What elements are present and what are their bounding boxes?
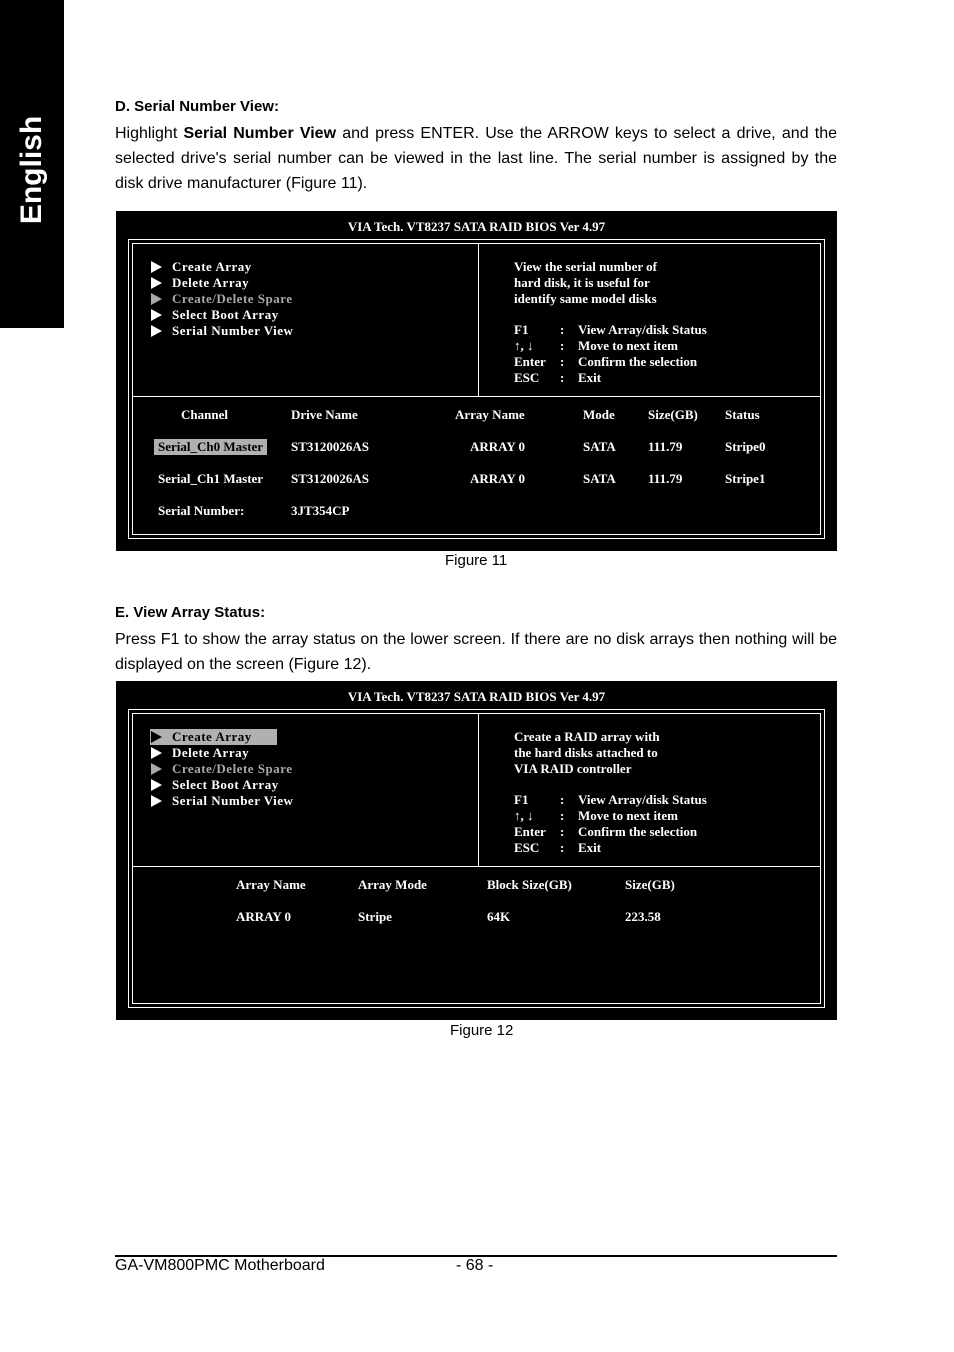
key-sep: :	[560, 840, 565, 855]
section-e-heading: E. View Array Status:	[115, 604, 266, 621]
key-sep: :	[560, 338, 565, 353]
triangle-right-icon	[151, 763, 162, 775]
table-cell: SATA	[583, 471, 616, 486]
table-cell: ST3120026AS	[291, 471, 370, 486]
help-line: Create a RAID array with	[514, 729, 660, 744]
divider	[133, 396, 820, 397]
key-name: ↑, ↓	[514, 338, 534, 353]
key-desc: Exit	[578, 840, 602, 855]
key-name: ↑, ↓	[514, 808, 534, 823]
bios-title: VIA Tech. VT8237 SATA RAID BIOS Ver 4.97	[347, 689, 606, 704]
triangle-right-icon	[151, 277, 162, 289]
menu-item-label: Serial Number View	[172, 323, 294, 338]
section-d-heading: D. Serial Number View:	[115, 98, 279, 115]
menu-item-create-delete-spare[interactable]	[150, 291, 293, 307]
footer-page-number: - 68 -	[456, 1257, 494, 1274]
bios-inner-frame	[132, 243, 821, 535]
key-name: Enter	[514, 354, 546, 369]
key-name: ESC	[514, 370, 540, 385]
bios-frame	[128, 239, 825, 539]
column-header: Status	[725, 407, 760, 422]
menu-item-label: Delete Array	[172, 275, 250, 290]
key-sep: :	[560, 370, 565, 385]
column-header: Array Name	[455, 407, 525, 422]
menu-item-serial-number-view[interactable]	[150, 793, 293, 809]
menu-item-delete-array[interactable]	[150, 275, 293, 291]
triangle-right-icon	[151, 779, 162, 791]
table-cell: 111.79	[648, 471, 683, 486]
menu-item-serial-number-view[interactable]	[150, 323, 293, 339]
para-bold-term: Serial Number View	[183, 125, 337, 142]
column-header: Size(GB)	[625, 877, 675, 892]
bios-menu	[150, 729, 293, 809]
key-desc: View Array/disk Status	[578, 792, 707, 807]
key-name: ESC	[514, 840, 540, 855]
menu-item-create-delete-spare[interactable]	[150, 761, 293, 777]
serial-number-value: 3JT354CP	[291, 503, 350, 518]
column-header: Channel	[181, 407, 228, 422]
serial-number-label: Serial Number:	[158, 503, 245, 518]
divider	[478, 244, 479, 396]
triangle-right-icon	[151, 731, 162, 743]
bios-screen-figure-11	[116, 211, 837, 551]
menu-item-select-boot-array[interactable]	[150, 777, 293, 793]
menu-item-label: Select Boot Array	[172, 777, 279, 792]
triangle-right-icon	[151, 747, 162, 759]
figure-caption: Figure 12	[450, 1022, 514, 1039]
key-sep: :	[560, 824, 565, 839]
table-cell: ARRAY 0	[470, 471, 526, 486]
section-d-paragraph	[115, 121, 837, 196]
key-desc: View Array/disk Status	[578, 322, 707, 337]
triangle-right-icon	[151, 293, 162, 305]
table-cell: 64K	[487, 909, 511, 924]
column-header: Array Name	[236, 877, 306, 892]
menu-item-create-array[interactable]	[150, 259, 293, 275]
triangle-right-icon	[151, 309, 162, 321]
key-desc: Exit	[578, 370, 602, 385]
menu-item-label: Create/Delete Spare	[172, 761, 293, 776]
column-header: Array Mode	[358, 877, 427, 892]
help-line: VIA RAID controller	[514, 761, 632, 776]
table-cell: Stripe	[358, 909, 392, 924]
help-line: identify same model disks	[514, 291, 657, 306]
help-line: hard disk, it is useful for	[514, 275, 650, 290]
table-cell: ARRAY 0	[236, 909, 292, 924]
table-cell: 111.79	[648, 439, 683, 454]
key-sep: :	[560, 354, 565, 369]
table-cell: Stripe0	[725, 439, 766, 454]
triangle-right-icon	[151, 261, 162, 273]
table-cell: ARRAY 0	[470, 439, 526, 454]
key-desc: Move to next item	[578, 808, 678, 823]
bios-title: VIA Tech. VT8237 SATA RAID BIOS Ver 4.97	[347, 219, 606, 234]
bios-screen-figure-12	[116, 681, 837, 1020]
section-e-paragraph: Press F1 to show the array status on the lower screen. If there are no disk arrays then nothing will be displayed on the screen (Figure 12).	[115, 631, 837, 673]
para-text: and press ENTER. Use the ARROW keys to select a drive, and the selected drive's serial number can be viewed in the last line. The serial number is assigned by the disk drive manufacturer (Figure 11).	[115, 125, 838, 192]
menu-item-select-boot-array[interactable]	[150, 307, 293, 323]
divider	[133, 866, 820, 867]
column-header: Drive Name	[291, 407, 358, 422]
menu-item-label: Delete Array	[172, 745, 250, 760]
menu-item-create-array-selected[interactable]	[150, 729, 277, 745]
key-name: F1	[514, 792, 529, 807]
language-tab-label: English	[15, 115, 48, 225]
menu-item-label: Select Boot Array	[172, 307, 279, 322]
key-name: Enter	[514, 824, 546, 839]
divider	[478, 714, 479, 866]
menu-item-delete-array[interactable]	[150, 745, 293, 761]
menu-item-label: Create Array	[172, 729, 252, 744]
language-tab	[0, 0, 64, 328]
triangle-right-icon	[151, 795, 162, 807]
menu-item-label: Create/Delete Spare	[172, 291, 293, 306]
bios-inner-frame	[132, 713, 821, 1004]
menu-item-label: Serial Number View	[172, 793, 294, 808]
figure-caption: Figure 11	[445, 552, 508, 569]
channel-cell-selected[interactable]: Serial_Ch0 Master	[154, 439, 267, 455]
para-text: Highlight	[115, 125, 184, 142]
key-desc: Confirm the selection	[578, 824, 698, 839]
footer-model: GA-VM800PMC Motherboard	[115, 1257, 325, 1274]
table-cell: 223.58	[625, 909, 661, 924]
table-cell: SATA	[583, 439, 616, 454]
key-name: F1	[514, 322, 529, 337]
key-desc: Move to next item	[578, 338, 678, 353]
table-cell: ST3120026AS	[291, 439, 370, 454]
column-header: Mode	[583, 407, 615, 422]
table-cell: Stripe1	[725, 471, 766, 486]
bios-menu	[150, 259, 293, 339]
menu-item-label: Create Array	[172, 259, 252, 274]
column-header: Size(GB)	[648, 407, 698, 422]
help-line: View the serial number of	[514, 259, 657, 274]
key-sep: :	[560, 322, 565, 337]
channel-cell[interactable]: Serial_Ch1 Master	[158, 471, 264, 486]
bios-frame	[128, 709, 825, 1008]
triangle-right-icon	[151, 325, 162, 337]
key-desc: Confirm the selection	[578, 354, 698, 369]
key-sep: :	[560, 808, 565, 823]
column-header: Block Size(GB)	[487, 877, 572, 892]
help-line: the hard disks attached to	[514, 745, 658, 760]
key-sep: :	[560, 792, 565, 807]
